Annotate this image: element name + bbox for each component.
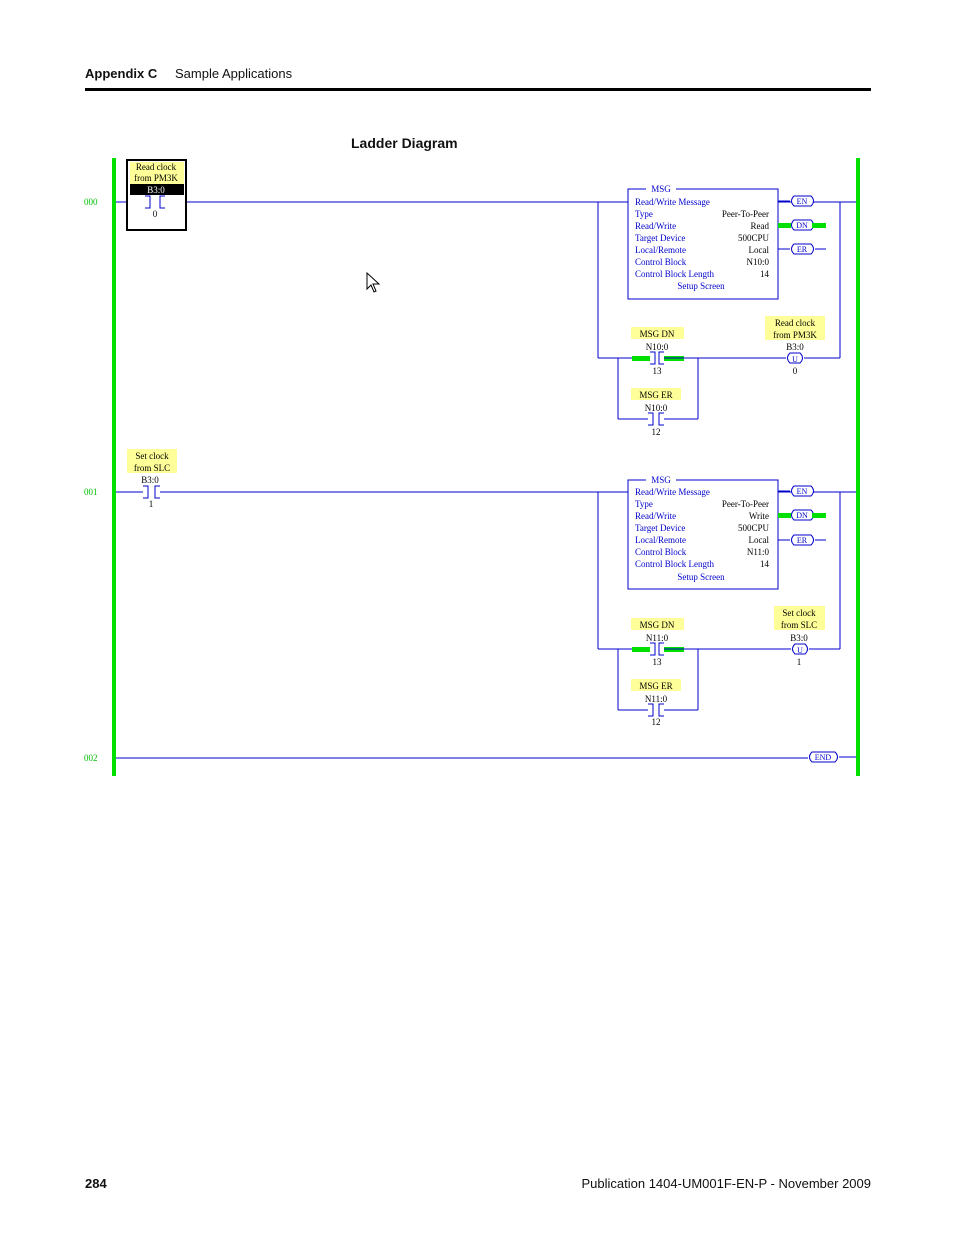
rung-number: 000: [84, 197, 98, 207]
svg-text:MSG ER: MSG ER: [639, 681, 673, 691]
right-power-rail: [856, 158, 860, 776]
msg-row-value: 14: [760, 559, 769, 569]
header-title: Sample Applications: [175, 66, 293, 81]
svg-text:N11:0: N11:0: [645, 633, 669, 643]
dn-contact[interactable]: [631, 618, 684, 667]
msg-output-dn: [778, 220, 826, 230]
xic-contact[interactable]: [143, 486, 160, 498]
svg-text:from PM3K: from PM3K: [773, 330, 817, 340]
msg-row-value: 14: [760, 269, 769, 279]
svg-text:DN: DN: [796, 511, 808, 520]
input-desc-line1: Read clock: [135, 162, 177, 172]
msg-row-label: Control Block: [635, 547, 687, 557]
svg-text:12: 12: [651, 717, 661, 727]
msg-row-value: N10:0: [746, 257, 769, 267]
input-bit: 0: [152, 209, 158, 219]
unlatch-coil[interactable]: [774, 606, 825, 667]
input-address: B3:0: [147, 185, 165, 195]
header-chapter: Appendix C: [85, 66, 158, 81]
msg-row-label: Target Device: [635, 523, 686, 533]
input-address: B3:0: [141, 475, 159, 485]
msg-setup-screen[interactable]: Setup Screen: [677, 281, 725, 291]
msg-title: MSG: [651, 475, 671, 485]
input-desc-line2: from PM3K: [134, 173, 178, 183]
msg-row-value: Local: [748, 535, 769, 545]
msg-subtitle: Read/Write Message: [635, 197, 710, 207]
svg-text:EN: EN: [796, 487, 808, 496]
msg-row-value: N11:0: [746, 547, 769, 557]
svg-text:Set clock: Set clock: [782, 608, 816, 618]
svg-text:MSG DN: MSG DN: [639, 329, 675, 339]
svg-text:EN: EN: [796, 197, 808, 206]
section-title: Ladder Diagram: [351, 135, 458, 151]
msg-row-value: Peer-To-Peer: [721, 499, 769, 509]
svg-text:from SLC: from SLC: [780, 620, 818, 630]
svg-text:1: 1: [796, 657, 802, 667]
input-desc-line1: Set clock: [135, 451, 169, 461]
footer-publication: Publication 1404-UM001F-EN-P - November 2009: [581, 1176, 871, 1191]
msg-row-label: Local/Remote: [635, 245, 686, 255]
svg-text:ER: ER: [796, 245, 808, 254]
svg-text:13: 13: [652, 657, 662, 667]
msg-row-value: Local: [748, 245, 769, 255]
msg-row-value: Peer-To-Peer: [721, 209, 769, 219]
svg-text:Read clock: Read clock: [774, 318, 816, 328]
rung-number: 001: [84, 487, 98, 497]
msg-output-er: [778, 535, 826, 545]
msg-row-label: Control Block: [635, 257, 687, 267]
msg-row-value: Read: [750, 221, 769, 231]
svg-text:13: 13: [652, 366, 662, 376]
input-bit: 1: [148, 499, 154, 509]
left-power-rail: [112, 158, 116, 776]
msg-instruction[interactable]: [628, 184, 778, 299]
msg-row-value: Write: [748, 511, 769, 521]
svg-text:U: U: [792, 355, 798, 364]
msg-output-er: [778, 244, 826, 254]
svg-text:12: 12: [651, 427, 661, 437]
msg-title: MSG: [651, 184, 671, 194]
svg-text:U: U: [797, 646, 803, 655]
mouse-cursor-icon: [367, 273, 379, 292]
msg-output-en: [778, 196, 814, 206]
rung-number: 002: [84, 753, 98, 763]
svg-text:MSG DN: MSG DN: [639, 620, 675, 630]
svg-text:DN: DN: [796, 221, 808, 230]
msg-row-value: 500CPU: [737, 523, 769, 533]
er-contact[interactable]: [631, 679, 681, 727]
msg-output-en: [778, 486, 814, 496]
unlatch-coil[interactable]: [765, 316, 825, 376]
msg-row-label: Control Block Length: [635, 559, 714, 569]
msg-row-label: Target Device: [635, 233, 686, 243]
rung-001[interactable]: [84, 449, 856, 727]
dn-contact[interactable]: [631, 327, 684, 376]
svg-text:ER: ER: [796, 536, 808, 545]
svg-text:MSG ER: MSG ER: [639, 390, 673, 400]
msg-row-label: Type: [635, 209, 653, 219]
msg-row-label: Read/Write: [635, 221, 677, 231]
svg-text:END: END: [814, 753, 832, 762]
svg-text:0: 0: [792, 366, 798, 376]
rung-002[interactable]: [84, 752, 856, 763]
msg-row-label: Local/Remote: [635, 535, 686, 545]
svg-text:N11:0: N11:0: [644, 694, 668, 704]
rung-000[interactable]: [84, 160, 856, 437]
msg-row-value: 500CPU: [737, 233, 769, 243]
msg-row-label: Read/Write: [635, 511, 677, 521]
end-instruction: [810, 752, 857, 762]
svg-text:N10:0: N10:0: [644, 403, 668, 413]
svg-text:B3:0: B3:0: [786, 342, 804, 352]
er-contact[interactable]: [631, 388, 681, 437]
msg-row-label: Type: [635, 499, 653, 509]
svg-text:N10:0: N10:0: [645, 342, 669, 352]
input-desc-line2: from SLC: [133, 463, 171, 473]
svg-text:B3:0: B3:0: [790, 633, 808, 643]
msg-subtitle: Read/Write Message: [635, 487, 710, 497]
msg-output-dn: [778, 510, 826, 520]
msg-instruction[interactable]: [628, 475, 778, 589]
msg-setup-screen[interactable]: Setup Screen: [677, 572, 725, 582]
footer-page-number: 284: [85, 1176, 107, 1191]
msg-row-label: Control Block Length: [635, 269, 714, 279]
